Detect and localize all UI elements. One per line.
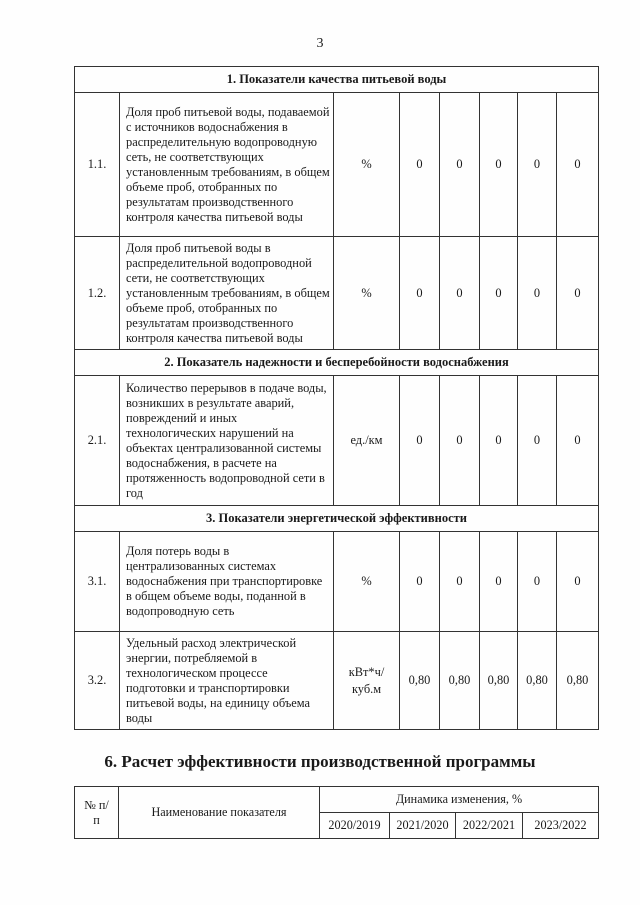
value-cell: 0 <box>440 237 480 350</box>
table-row <box>75 93 599 237</box>
value-cell: 0 <box>557 532 599 632</box>
section-6-heading: 6. Расчет эффективности производственной программы <box>104 752 536 771</box>
period-header: 2023/2022 <box>523 813 599 839</box>
value-cell: 0 <box>480 376 518 506</box>
value-cell: 0 <box>400 532 440 632</box>
value-cell: 0,80 <box>440 632 480 730</box>
value-cell: 0 <box>440 376 480 506</box>
value-cell: 0 <box>557 93 599 237</box>
section-header: 2. Показатель надежности и бесперебойности водоснабжения <box>75 350 599 376</box>
value-cell: 0 <box>400 237 440 350</box>
row-number: 2.1. <box>75 376 120 506</box>
row-number: 1.1. <box>75 93 120 237</box>
value-cell: 0 <box>480 93 518 237</box>
row-number: 3.1. <box>75 532 120 632</box>
indicator-name: Доля потерь воды в централизованных системах водоснабжения при транспортировке в общем объеме воды, поданной в водопроводную сеть <box>120 532 334 632</box>
value-cell: 0 <box>557 237 599 350</box>
table-row <box>75 532 599 632</box>
period-header: 2022/2021 <box>456 813 523 839</box>
value-cell: 0 <box>518 376 557 506</box>
period-header: 2021/2020 <box>390 813 456 839</box>
value-cell: 0 <box>400 376 440 506</box>
value-cell: 0 <box>518 237 557 350</box>
unit: % <box>334 237 400 350</box>
page-number: 3 <box>316 36 324 51</box>
value-cell: 0,80 <box>557 632 599 730</box>
unit: ед./км <box>334 376 400 506</box>
section-header: 1. Показатели качества питьевой воды <box>75 67 599 93</box>
indicator-name: Удельный расход электрической энергии, потребляемой в технологическом процессе подготовки и транспортировки питьевой воды, на единицу объема воды <box>120 632 334 730</box>
efficiency-table <box>74 786 599 839</box>
indicator-name: Количество перерывов в подаче воды, возникших в результате аварий, повреждений и иных технологических нарушений на объектах централизованной системы водоснабжения, в расчете на протяженность водопроводной сети в год <box>120 376 334 506</box>
col-header-name: Наименование показателя <box>119 787 320 839</box>
indicator-name: Доля проб питьевой воды, подаваемой с источников водоснабжения в распределительную водопроводную сеть, не соответствующих установленным требованиям, в общем объеме проб, отобранных по результатам производственного контроля качества питьевой воды <box>120 93 334 237</box>
col-header-number: № п/п <box>75 787 119 839</box>
value-cell: 0 <box>557 376 599 506</box>
section-header: 3. Показатели энергетической эффективности <box>75 506 599 532</box>
value-cell: 0 <box>440 93 480 237</box>
value-cell: 0 <box>400 93 440 237</box>
indicator-name: Доля проб питьевой воды в распределительной водопроводной сети, не соответствующих установленным требованиям, в общем объеме проб, отобранных по результатам производственного контроля качества питьевой воды <box>120 237 334 350</box>
value-cell: 0,80 <box>518 632 557 730</box>
table-row <box>75 376 599 506</box>
unit: % <box>334 93 400 237</box>
value-cell: 0 <box>518 93 557 237</box>
period-header: 2020/2019 <box>320 813 390 839</box>
value-cell: 0 <box>480 532 518 632</box>
col-header-dynamics: Динамика изменения, % <box>320 787 599 813</box>
value-cell: 0 <box>440 532 480 632</box>
value-cell: 0,80 <box>480 632 518 730</box>
unit: % <box>334 532 400 632</box>
value-cell: 0 <box>518 532 557 632</box>
row-number: 3.2. <box>75 632 120 730</box>
unit: кВт*ч/ куб.м <box>334 632 400 730</box>
table-row <box>75 632 599 730</box>
value-cell: 0,80 <box>400 632 440 730</box>
value-cell: 0 <box>480 237 518 350</box>
indicators-table <box>74 66 599 730</box>
row-number: 1.2. <box>75 237 120 350</box>
table-row <box>75 237 599 350</box>
